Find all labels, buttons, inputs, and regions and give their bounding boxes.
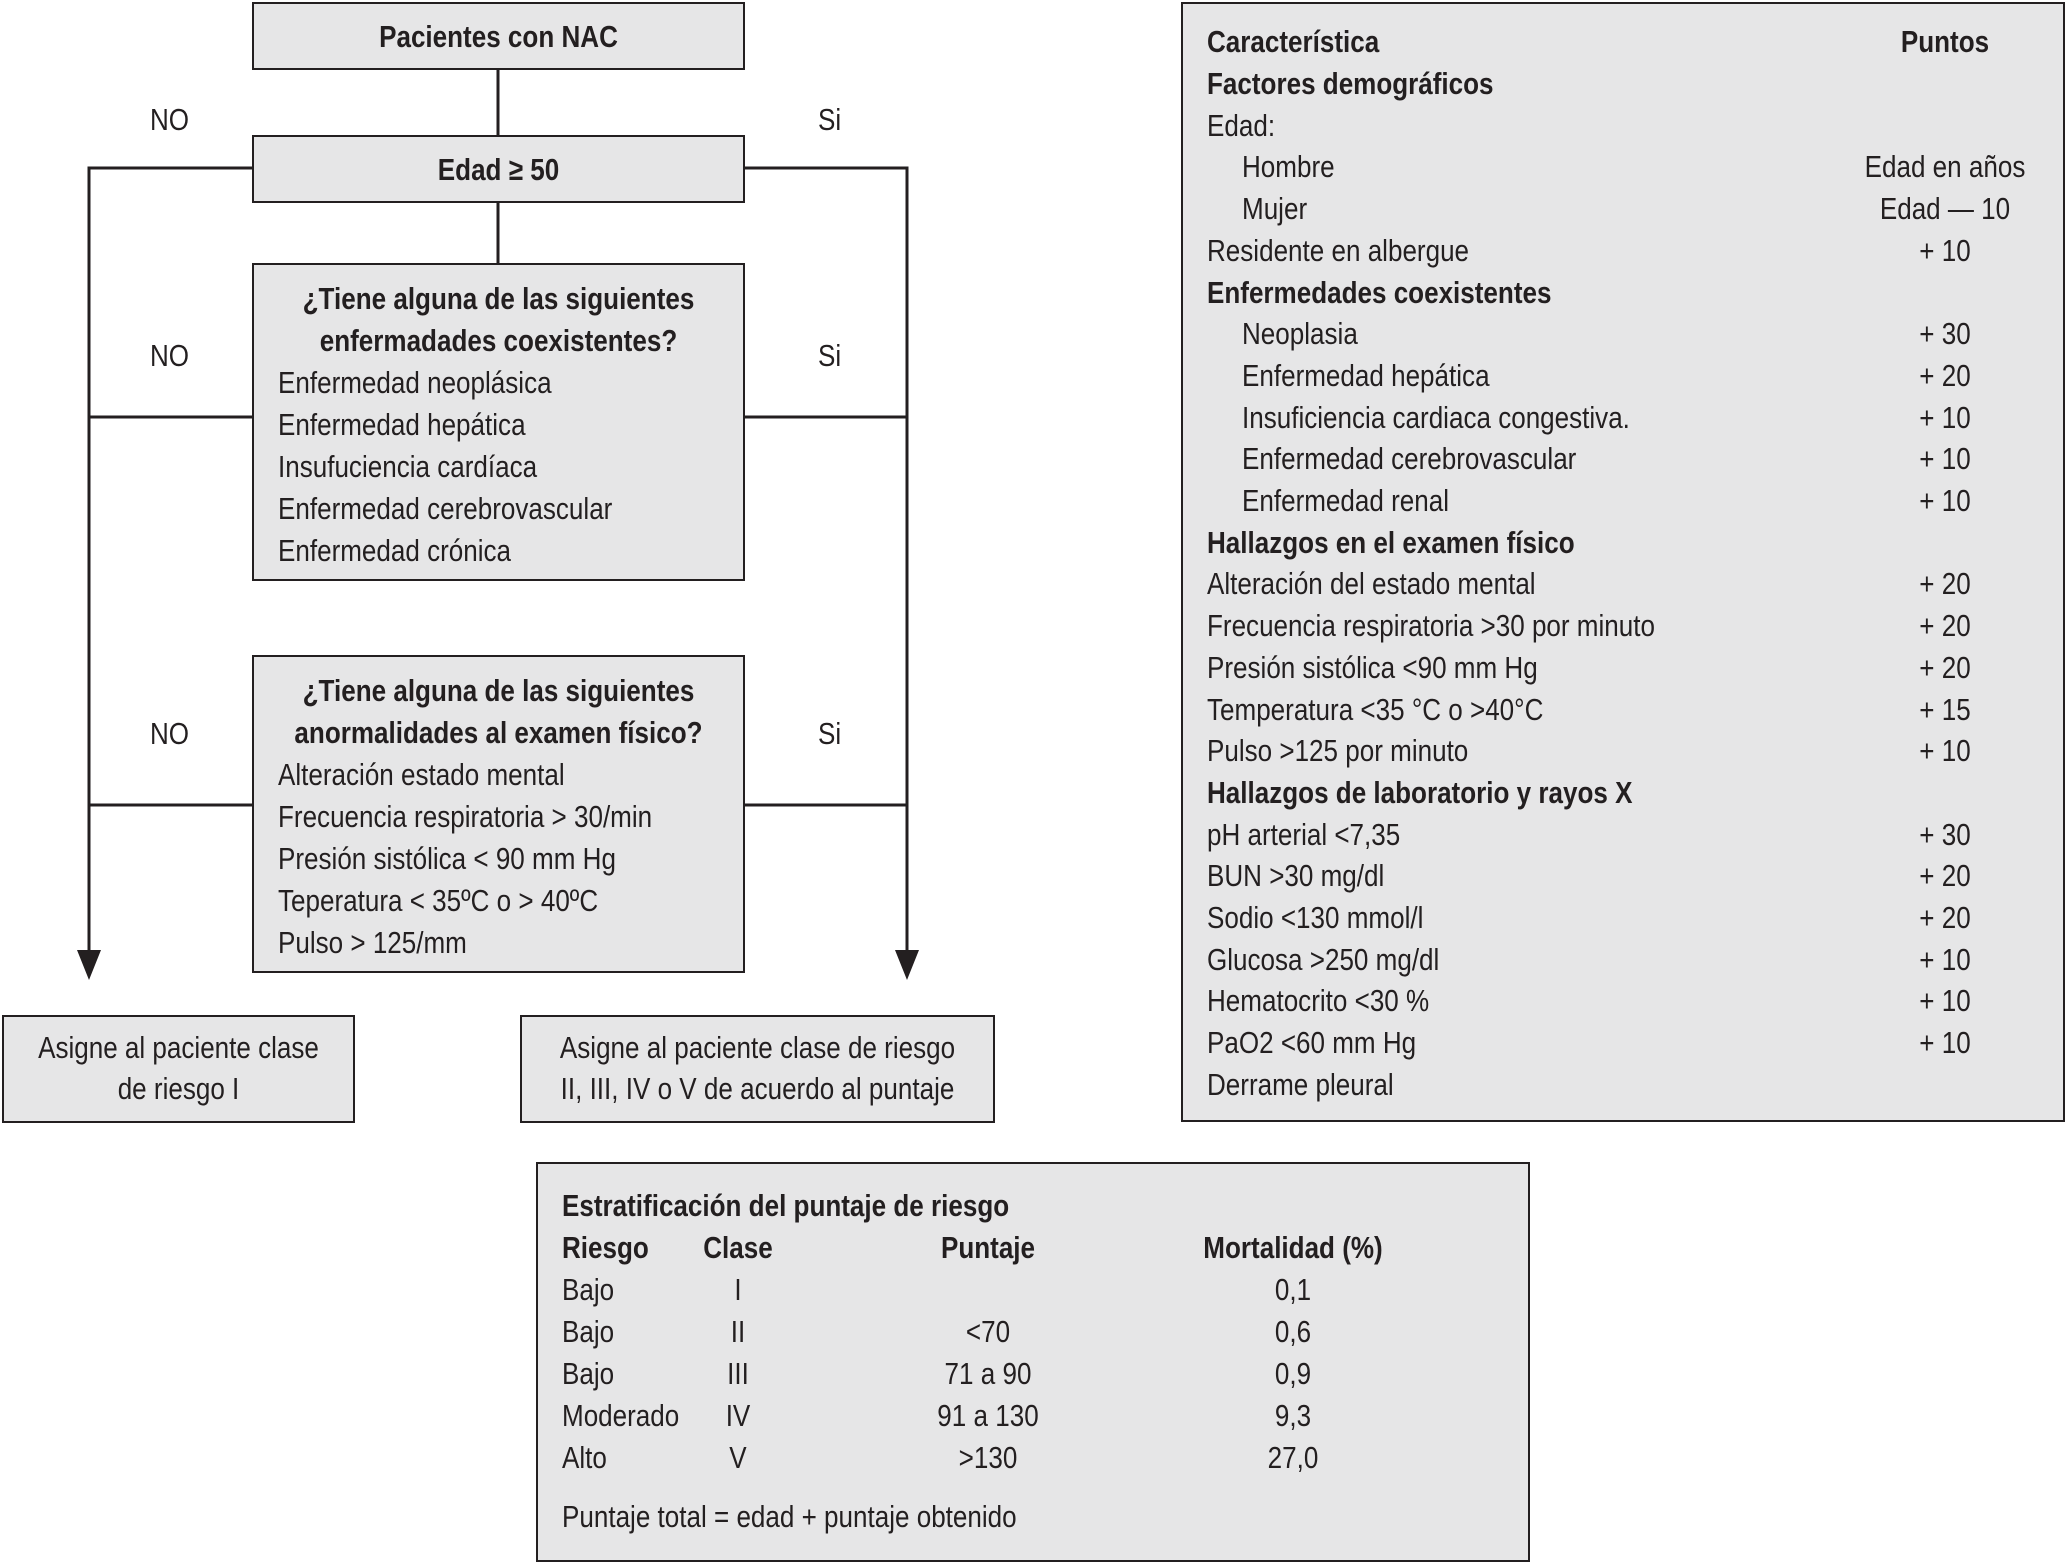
arrowhead-no <box>77 950 101 980</box>
scoring-row <box>1183 63 2063 105</box>
scoring-row <box>1183 647 2063 689</box>
scoring-row-points: + 20 <box>1919 649 1971 685</box>
branch-label-no: NO <box>150 102 190 137</box>
scoring-row <box>1183 855 2063 897</box>
scoring-row-points: + 20 <box>1919 900 1971 935</box>
scoring-row <box>1183 313 2063 355</box>
risk-table-header <box>538 1227 1528 1269</box>
connector-yes-branch <box>745 168 907 955</box>
scoring-row <box>1183 689 2063 731</box>
scoring-row <box>1183 814 2063 856</box>
scoring-row <box>1183 438 2063 480</box>
scoring-row <box>1183 230 2063 272</box>
scoring-row <box>1183 730 2063 772</box>
branch-label-yes: Si <box>818 338 842 373</box>
result-class1-box <box>2 1015 355 1123</box>
risk-cell-score: >130 <box>958 1440 1018 1475</box>
scoring-row-points: + 20 <box>1919 858 1971 894</box>
risk-cell-class: V <box>729 1440 747 1475</box>
branch-label-no: NO <box>150 716 190 751</box>
arrowhead-yes <box>895 950 919 980</box>
scoring-row-label: Presión sistólica <90 mm Hg <box>1207 649 1538 685</box>
scoring-row-label: Temperatura <35 °C o >40°C <box>1207 691 1544 727</box>
exam-question-line1: ¿Tiene alguna de las siguientes <box>302 673 695 708</box>
result-class2to5-box <box>520 1015 995 1123</box>
scoring-row-label: Enfermedad renal <box>1242 483 1450 518</box>
scoring-row-label: Residente en albergue <box>1207 232 1470 268</box>
risk-table <box>536 1162 1530 1562</box>
result-class2to5-line1: Asigne al paciente clase de riesgo <box>559 1030 956 1065</box>
risk-cell-risk: Bajo <box>562 1314 615 1349</box>
scoring-row-points: + 10 <box>1919 733 1971 769</box>
risk-table-title: Estratificación del puntaje de riesgo <box>562 1188 1010 1223</box>
risk-row <box>538 1311 1528 1353</box>
scoring-row-points: + 15 <box>1919 691 1971 727</box>
risk-cell-risk: Bajo <box>562 1272 615 1307</box>
scoring-row <box>1183 772 2063 814</box>
scoring-row-points: + 30 <box>1919 816 1971 852</box>
risk-cell-risk: Moderado <box>562 1398 680 1433</box>
header-risk: Riesgo <box>562 1230 649 1265</box>
risk-cell-class: III <box>727 1356 749 1391</box>
risk-cell-score: 91 a 130 <box>937 1398 1039 1433</box>
branch-label-yes: Si <box>818 102 842 137</box>
scoring-table <box>1181 2 2065 1122</box>
header-score: Puntaje <box>940 1230 1036 1265</box>
scoring-row-label: Hematocrito <30 % <box>1207 983 1430 1019</box>
scoring-row-points: + 10 <box>1919 1025 1971 1061</box>
comorbidity-item: Insufuciencia cardíaca <box>278 449 538 484</box>
scoring-row-points: Edad en años <box>1864 149 2026 185</box>
scoring-row <box>1183 605 2063 647</box>
risk-cell-mortality: 0,9 <box>1274 1356 1312 1391</box>
scoring-row <box>1183 146 2063 188</box>
risk-cell-score: 71 a 90 <box>944 1356 1032 1391</box>
scoring-row-points: + 10 <box>1919 941 1971 977</box>
scoring-row-label: Mujer <box>1242 191 1308 227</box>
exam-item: Alteración estado mental <box>278 757 565 792</box>
comorbidity-item: Enfermedad crónica <box>278 533 512 568</box>
risk-cell-risk: Bajo <box>562 1356 615 1391</box>
scoring-row <box>1183 897 2063 939</box>
scoring-row-label: Enfermedad hepática <box>1242 357 1490 393</box>
scoring-row-points: + 10 <box>1919 441 1971 477</box>
scoring-row <box>1183 272 2063 314</box>
exam-item: Frecuencia respiratoria > 30/min <box>278 799 653 834</box>
scoring-row-points: Edad — 10 <box>1879 191 2011 227</box>
exam-item: Pulso > 125/mm <box>278 925 467 960</box>
scoring-row-points: + 10 <box>1919 232 1971 268</box>
scoring-section-label: Hallazgos de laboratorio y rayos X <box>1207 774 1633 810</box>
scoring-row-points: + 10 <box>1919 399 1971 435</box>
scoring-row-label: Alteración del estado mental <box>1207 566 1536 602</box>
comorbidity-question-line1: ¿Tiene alguna de las siguientes <box>302 281 695 316</box>
scoring-row <box>1183 397 2063 439</box>
scoring-row <box>1183 563 2063 605</box>
risk-table-footer: Puntaje total = edad + puntaje obtenido <box>562 1499 1017 1534</box>
scoring-row-points: + 10 <box>1919 983 1971 1019</box>
risk-cell-class: I <box>734 1272 742 1307</box>
start-box <box>252 2 745 70</box>
scoring-row-label: Insuficiencia cardiaca congestiva. <box>1242 399 1630 435</box>
scoring-row-label: Glucosa >250 mg/dl <box>1207 941 1440 977</box>
scoring-row-label: Edad: <box>1207 107 1276 143</box>
scoring-row-points: + 10 <box>1919 483 1971 518</box>
scoring-row-label: Frecuencia respiratoria >30 por minuto <box>1207 608 1655 644</box>
comorbidity-item: Enfermedad neoplásica <box>278 365 552 400</box>
risk-cell-class: II <box>730 1314 746 1349</box>
header-characteristic: Característica <box>1207 24 1380 59</box>
scoring-row-points: + 30 <box>1919 316 1971 352</box>
exam-box <box>252 655 745 973</box>
scoring-row-label: Sodio <130 mmol/l <box>1207 900 1424 935</box>
comorbidity-question-line2: enfermadades coexistentes? <box>319 323 678 358</box>
age-check-box <box>252 135 745 203</box>
scoring-row-label: Pulso >125 por minuto <box>1207 733 1469 769</box>
scoring-row-label: pH arterial <7,35 <box>1207 816 1401 852</box>
result-class2to5-line2: II, III, IV o V de acuerdo al puntaje <box>560 1071 955 1106</box>
risk-cell-mortality: 0,6 <box>1274 1314 1312 1349</box>
risk-cell-class: IV <box>725 1398 751 1433</box>
comorbidity-item: Enfermedad cerebrovascular <box>278 491 613 526</box>
scoring-section-label: Enfermedades coexistentes <box>1207 274 1552 310</box>
branch-label-no: NO <box>150 338 190 373</box>
scoring-row <box>1183 939 2063 981</box>
scoring-section-label: Factores demográficos <box>1207 66 1494 101</box>
scoring-row <box>1183 105 2063 147</box>
comorbidity-item: Enfermedad hepática <box>278 407 526 442</box>
scoring-row <box>1183 480 2063 522</box>
scoring-section-label: Hallazgos en el examen físico <box>1207 524 1575 560</box>
scoring-row <box>1183 1064 2063 1106</box>
risk-cell-score: <70 <box>965 1314 1011 1349</box>
scoring-row-points: + 20 <box>1919 357 1971 393</box>
result-class1-line1: Asigne al paciente clase <box>38 1030 319 1065</box>
scoring-row-points: + 20 <box>1919 566 1971 602</box>
risk-cell-risk: Alto <box>562 1440 607 1475</box>
scoring-row <box>1183 188 2063 230</box>
header-mortality: Mortalidad (%) <box>1203 1230 1383 1265</box>
scoring-row <box>1183 522 2063 564</box>
result-class1-line2: de riesgo I <box>117 1071 240 1106</box>
exam-item: Presión sistólica < 90 mm Hg <box>278 841 616 876</box>
scoring-row-label: PaO2 <60 mm Hg <box>1207 1025 1417 1061</box>
exam-item: Teperatura < 35ºC o > 40ºC <box>278 883 599 918</box>
comorbidity-box <box>252 263 745 581</box>
scoring-row-label: Hombre <box>1242 149 1335 185</box>
start-label: Pacientes con NAC <box>379 19 618 54</box>
connector-no-branch <box>89 168 252 955</box>
risk-cell-mortality: 0,1 <box>1274 1272 1312 1307</box>
risk-cell-mortality: 27,0 <box>1267 1440 1319 1475</box>
scoring-row-label: BUN >30 mg/dl <box>1207 858 1385 894</box>
scoring-row <box>1183 355 2063 397</box>
branch-label-yes: Si <box>818 716 842 751</box>
header-points: Puntos <box>1900 24 1990 59</box>
scoring-row <box>1183 980 2063 1022</box>
risk-table-title-row <box>538 1185 1528 1227</box>
risk-row <box>538 1437 1528 1479</box>
risk-row <box>538 1395 1528 1437</box>
header-class: Clase <box>703 1230 773 1265</box>
risk-cell-mortality: 9,3 <box>1274 1398 1312 1433</box>
risk-table-footer-row <box>538 1496 1528 1538</box>
scoring-row <box>1183 1022 2063 1064</box>
scoring-row-points: + 20 <box>1919 608 1971 644</box>
scoring-row-label: Derrame pleural <box>1207 1066 1394 1102</box>
scoring-row-label: Enfermedad cerebrovascular <box>1242 441 1577 477</box>
scoring-row-label: Neoplasia <box>1242 316 1358 352</box>
scoring-table-header <box>1183 21 2063 63</box>
risk-row <box>538 1353 1528 1395</box>
risk-row <box>538 1269 1528 1311</box>
age-check-label: Edad ≥ 50 <box>437 152 560 187</box>
exam-question-line2: anormalidades al examen físico? <box>294 715 703 750</box>
